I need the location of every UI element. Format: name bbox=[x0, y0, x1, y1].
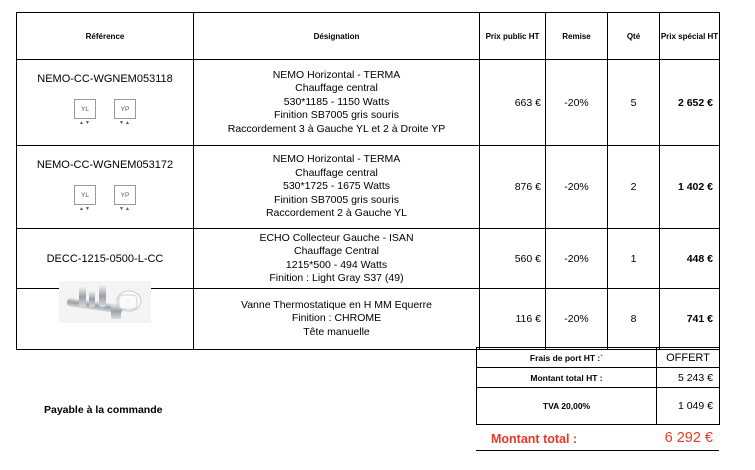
qte-cell: 5 bbox=[608, 60, 660, 146]
header-designation: Désignation bbox=[194, 13, 480, 60]
yp-arrows-icon: ▼▲ bbox=[119, 206, 131, 212]
designation-cell bbox=[194, 229, 480, 289]
designation-line: Chauffage central bbox=[295, 82, 378, 95]
payment-note: Payable à la commande bbox=[44, 404, 163, 416]
prix-special-cell: 1 402 € bbox=[660, 146, 720, 229]
designation-line: Finition SB7005 gris souris bbox=[274, 109, 399, 122]
designation-line: ECHO Collecteur Gauche - ISAN bbox=[259, 231, 414, 244]
yl-connection-icon bbox=[74, 99, 96, 126]
designation-line: Raccordement 2 à Gauche YL bbox=[265, 207, 408, 220]
reference-cell bbox=[17, 60, 194, 146]
designation-line: Chauffage Central bbox=[293, 245, 380, 257]
yl-icon-label: YL bbox=[74, 99, 96, 119]
header-prix-special: Prix spécial HT bbox=[660, 13, 720, 60]
tva-value: 1 049 € bbox=[657, 388, 720, 425]
connection-icons bbox=[17, 185, 193, 212]
remise-cell: -20% bbox=[546, 60, 608, 146]
frais-de-port-value: OFFERT bbox=[657, 348, 720, 368]
reference-text: NEMO-CC-WGNEM053172 bbox=[36, 159, 174, 171]
designation-line: 530*1725 - 1675 Watts bbox=[282, 180, 390, 193]
table-row bbox=[17, 229, 720, 289]
designation-cell bbox=[194, 289, 480, 350]
designation-line: Tête manuelle bbox=[303, 325, 370, 338]
connection-icons bbox=[17, 99, 193, 126]
header-qte: Qté bbox=[608, 13, 660, 60]
designation-line: Finition SB7005 gris souris bbox=[274, 193, 399, 206]
prix-public-cell: 876 € bbox=[480, 146, 546, 229]
totals-row bbox=[477, 388, 720, 425]
montant-ht-label: Montant total HT : bbox=[477, 368, 657, 388]
header-prix-public: Prix public HT bbox=[480, 13, 546, 60]
prix-special-cell: 741 € bbox=[660, 289, 720, 350]
remise-cell: -20% bbox=[546, 229, 608, 289]
header-remise: Remise bbox=[546, 13, 608, 60]
yl-icon-label: YL bbox=[74, 185, 96, 205]
designation-line: Chauffage central bbox=[295, 166, 378, 179]
items-table bbox=[16, 12, 720, 350]
reference-cell bbox=[17, 146, 194, 229]
yp-icon-label: YP bbox=[114, 185, 136, 205]
frais-de-port-label: Frais de port HT :` bbox=[477, 348, 657, 368]
yp-arrows-icon: ▼▲ bbox=[119, 120, 131, 126]
grand-total-label: Montant total : bbox=[491, 432, 578, 446]
valve-product-image bbox=[59, 281, 151, 323]
yl-connection-icon bbox=[74, 185, 96, 212]
reference-text: NEMO-CC-WGNEM053118 bbox=[37, 73, 173, 85]
table-row bbox=[17, 146, 720, 229]
remise-cell: -20% bbox=[546, 289, 608, 350]
grand-total-value: 6 292 € bbox=[664, 430, 713, 446]
grand-total-row bbox=[476, 428, 719, 451]
product-image-cell bbox=[17, 289, 194, 350]
qte-cell: 2 bbox=[608, 146, 660, 229]
designation-line: Raccordement 3 à Gauche YL et 2 à Droite YP bbox=[227, 122, 446, 135]
remise-cell: -20% bbox=[546, 146, 608, 229]
yl-arrows-icon: ▲▼ bbox=[79, 120, 91, 126]
prix-special-cell: 2 652 € bbox=[660, 60, 720, 146]
prix-public-cell: 116 € bbox=[480, 289, 546, 350]
yp-icon-label: YP bbox=[114, 99, 136, 119]
table-row bbox=[17, 60, 720, 146]
montant-ht-value: 5 243 € bbox=[657, 368, 720, 388]
prix-special-cell: 448 € bbox=[660, 229, 720, 289]
totals-row bbox=[477, 348, 720, 368]
designation-line: NEMO Horizontal - TERMA bbox=[272, 153, 401, 166]
designation-line: 530*1185 - 1150 Watts bbox=[283, 95, 390, 108]
tva-label: TVA 20,00% bbox=[477, 388, 657, 425]
designation-line: 1215*500 - 494 Watts bbox=[285, 258, 388, 271]
totals-table bbox=[476, 347, 720, 425]
totals-row bbox=[477, 368, 720, 388]
prix-public-cell: 560 € bbox=[480, 229, 546, 289]
designation-line: Finition : Light Gray S37 (49) bbox=[269, 272, 404, 284]
yp-connection-icon bbox=[114, 99, 136, 126]
designation-line: Vanne Thermostatique en H MM Equerre bbox=[240, 298, 433, 311]
designation-cell bbox=[194, 60, 480, 146]
designation-line: Finition : CHROME bbox=[291, 312, 382, 325]
reference-cell: DECC-1215-0500-L-CC bbox=[17, 229, 194, 289]
yl-arrows-icon: ▲▼ bbox=[79, 206, 91, 212]
qte-cell: 8 bbox=[608, 289, 660, 350]
prix-public-cell: 663 € bbox=[480, 60, 546, 146]
header-reference: Référence bbox=[17, 13, 194, 60]
designation-cell bbox=[194, 146, 480, 229]
qte-cell: 1 bbox=[608, 229, 660, 289]
yp-connection-icon bbox=[114, 185, 136, 212]
table-row bbox=[17, 289, 720, 350]
table-header-row bbox=[17, 13, 720, 60]
designation-line: NEMO Horizontal - TERMA bbox=[272, 68, 401, 81]
